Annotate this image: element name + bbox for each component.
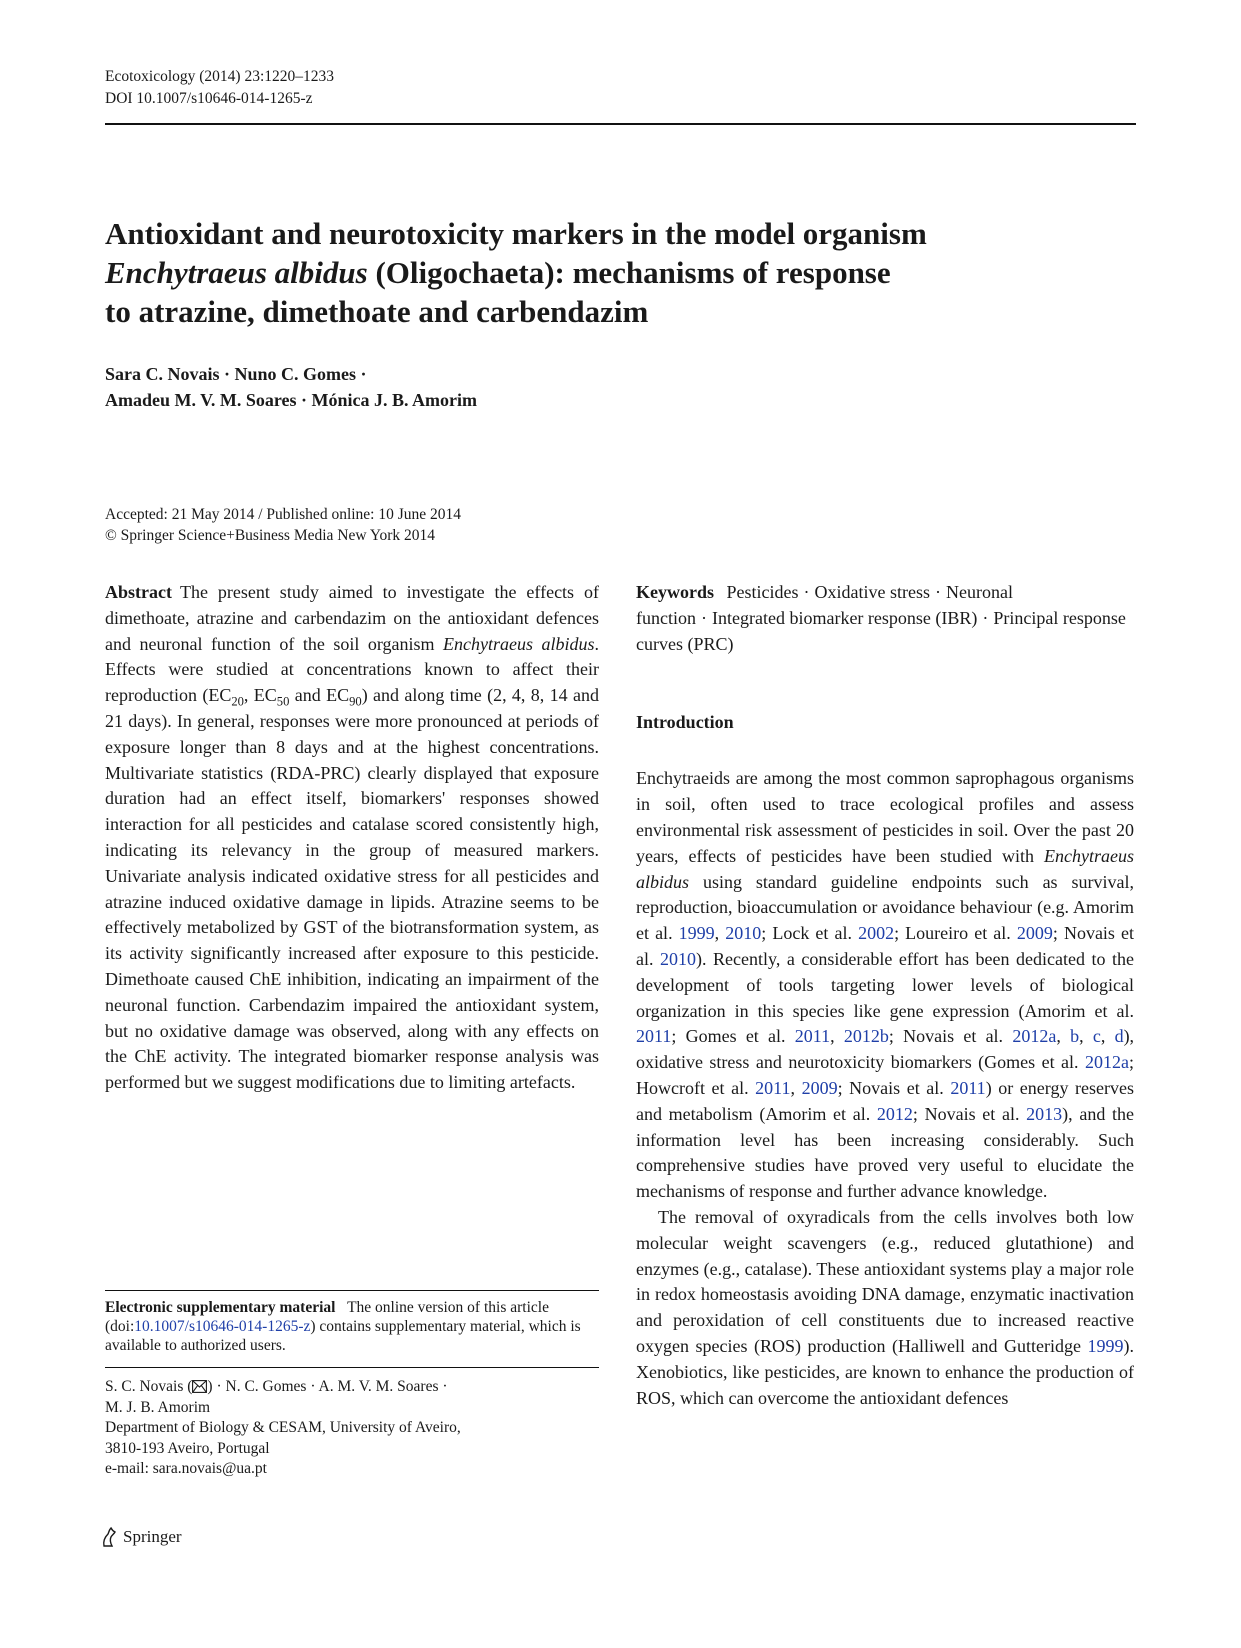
author-list: [105, 361, 477, 413]
affiliation-email[interactable]: e-mail: sara.novais@ua.pt: [105, 1460, 267, 1477]
doi-link[interactable]: 10.1007/s10646-014-1265-z: [134, 1318, 311, 1335]
publication-dates: [105, 504, 461, 546]
citation-link[interactable]: 2011: [950, 1077, 986, 1098]
envelope-icon: [192, 1380, 207, 1393]
publisher-name: Springer: [123, 1527, 182, 1546]
keyword-1: Pesticides: [726, 582, 799, 602]
intro-paragraph-1: Enchytraeids are among the most common saprophagous organisms in soil, often used to trace ecological profiles and assess environmental risk assessment of pesticides in soil. Over the past 20 years, effects of pesticides have been studied with Enchytraeus albidus using standard guideline endpoints such as survival, reproduction, bioaccumulation or avoidance behaviour (e.g. Amorim et al. 1999, 2010; Lock et al. 2002; Loureiro et al. 2009; Novais et al. 2010). Recently, a considerable effort has been dedicated to the development of tools targeting lower levels of biological organization in this species like gene expression (Amorim et al. 2011; Gomes et al. 2011, 2012b; Novais et al. 2012a, b, c, d), oxidative stress and neurotoxicity biomarkers (Gomes et al. 2012a; Howcroft et al. 2011, 2009; Novais et al. 2011) or energy reserves and metabolism (Amorim et al. 2012; Novais et al. 2013), and the information level has been increasing considerably. Such comprehensive studies have proved very useful to elucidate the mechanisms of response and further advance knowledge.: [636, 768, 1135, 1202]
title-species: Enchytraeus albidus: [105, 255, 368, 290]
left-column: [105, 580, 599, 1096]
citation-link[interactable]: 2012: [876, 1103, 913, 1124]
intro-paragraph-2: The removal of oxyradicals from the cells involves both low molecular weight scavengers (e.g., reduced glutathione) and enzymes (e.g., catalase). These antioxidant systems play a major role in redox homeostasis avoiding DNA damage, enzymatic inactivation and peroxidation of cell constituents due to increased reactive oxygen species (ROS) production (Halliwell and Gutteridge 1999). Xenobiotics, like pesticides, are known to enhance the production of ROS, which can overcome the antioxidant defences: [636, 1206, 1134, 1408]
journal-citation: Ecotoxicology (2014) 23:1220–1233: [105, 68, 335, 85]
right-column: [636, 580, 1134, 1411]
affiliation-author-2: M. J. B. Amorim: [105, 1398, 211, 1416]
citation-link[interactable]: 2010: [725, 923, 762, 944]
affiliation-department: Department of Biology & CESAM, University of Aveiro,: [105, 1419, 461, 1436]
abstract-species: Enchytraeus albidus: [443, 633, 595, 654]
esm-label: Electronic supplementary material: [105, 1299, 336, 1316]
accepted-date: Accepted: 21 May 2014 / Published online: 10 June 2014: [105, 506, 462, 523]
springer-horse-icon: [100, 1526, 118, 1548]
esm-rule: [105, 1290, 599, 1291]
header-rule: [105, 123, 1136, 125]
citation-link[interactable]: 2009: [801, 1077, 838, 1098]
citation-link[interactable]: 2012a: [1084, 1052, 1129, 1073]
citation-link[interactable]: d: [1114, 1026, 1124, 1047]
keywords-label: Keywords: [636, 582, 714, 602]
copyright-line: © Springer Science+Business Media New York 2014: [105, 527, 436, 544]
publisher-footer: [100, 1526, 182, 1548]
citation-link[interactable]: 2009: [1016, 923, 1053, 944]
keywords: Keywords Pesticides · Oxidative stress · Neuronal function · Integrated biomarker response (IBR) · Principal response curves (PRC): [636, 582, 1126, 654]
affiliation-rule: [105, 1367, 599, 1368]
keyword-3: Neuronal function: [636, 582, 1013, 628]
affiliation-address: 3810-193 Aveiro, Portugal: [105, 1439, 270, 1457]
keyword-5: Principal response curves (PRC): [636, 607, 1126, 654]
keyword-2: Oxidative stress: [814, 582, 930, 602]
abstract: Abstract The present study aimed to investigate the effects of dimethoate, atrazine and carbendazim on the antioxidant defences and neuronal function of the soil organism Enchytraeus albidus. Effects were studied at concentrations known to affect their reproduction ($EC_{20}$, $EC_{50}$ and $EC_{90}$) and along time (2, 4, 8, 14 and 21 days). In general, responses were more pronounced at periods of exposure longer than 8 days and at the highest concentrations. Multivariate statistics (RDA-PRC) clearly displayed that exposure duration had an effect itself, biomarkers' responses showed interaction for all pesticides and catalase scored consistently high, indicating its relevancy in the group of measured markers. Univariate analysis indicated oxidative stress for all pesticides and atrazine induced oxidative damage in lipids. Atrazine seems to be effectively metabolized by GST of the biotransformation system, as its activity significantly increased after exposure to this pesticide. Dimethoate caused ChE inhibition, indicating an impairment of the neuronal function. Carbendazim impaired the antioxidant system, but no oxidative damage was observed, along with any effects on the ChE activity. The integrated biomarker response analysis was performed but we suggest modifications due to limiting artefacts.: [105, 582, 599, 1093]
paper-title: [105, 214, 1105, 331]
affiliation: [105, 1377, 599, 1480]
citation-link[interactable]: 2012a: [1012, 1026, 1057, 1047]
citation-link[interactable]: 2011: [755, 1077, 791, 1098]
citation-link[interactable]: c: [1092, 1026, 1101, 1047]
section-heading-introduction: Introduction: [636, 712, 734, 733]
journal-header: [105, 66, 334, 110]
citation-link[interactable]: 1999: [1087, 1335, 1124, 1356]
citation-link[interactable]: 2011: [794, 1026, 831, 1047]
title-line-2: (Oligochaeta): mechanisms of response: [367, 255, 891, 290]
citation-link[interactable]: 2012b: [843, 1026, 889, 1047]
citation-link[interactable]: 2010: [660, 948, 697, 969]
doi-line: DOI 10.1007/s10646-014-1265-z: [105, 90, 313, 107]
citation-link[interactable]: b: [1070, 1026, 1080, 1047]
citation-link[interactable]: 1999: [678, 923, 715, 944]
title-line-1: Antioxidant and neurotoxicity markers in the model organism: [105, 216, 927, 251]
affiliation-authors: S. C. Novais ( ) · N. C. Gomes · A. M. V. M. Soares ·: [105, 1378, 448, 1395]
citation-link[interactable]: 2002: [858, 923, 895, 944]
title-line-3: to atrazine, dimethoate and carbendazim: [105, 294, 649, 329]
author-line-1: Sara C. Novais · Nuno C. Gomes ·: [105, 364, 367, 384]
citation-link[interactable]: 2011: [636, 1026, 672, 1047]
supplementary-note: Electronic supplementary material The online version of this article (doi:10.1007/s10646-014-1265-z) contains supplementary material, which is available to authorized users.: [105, 1299, 581, 1354]
abstract-label: Abstract: [105, 582, 172, 602]
author-line-2: Amadeu M. V. M. Soares · Mónica J. B. Amorim: [105, 390, 477, 410]
citation-link[interactable]: 2013: [1026, 1103, 1063, 1124]
keyword-4: Integrated biomarker response (IBR): [712, 607, 978, 628]
